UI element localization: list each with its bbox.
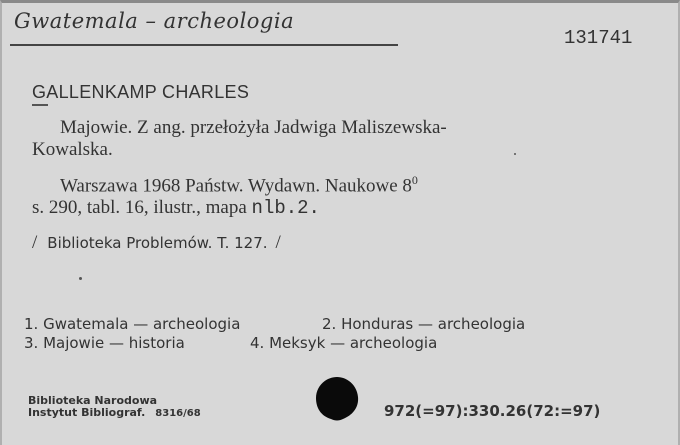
library-name: Biblioteka Narodowa xyxy=(28,394,158,407)
translation-line-2: Kowalska. xyxy=(32,139,113,160)
udc-classification: 972(=97):330.26(72:=97) xyxy=(384,402,601,420)
imprint-nlb: nlb.2. xyxy=(251,197,320,220)
subject-3: 3. Majowie — historia xyxy=(24,334,185,352)
imprint-line-2 xyxy=(32,197,592,219)
handwritten-heading: Gwatemala – archeologia xyxy=(14,9,295,33)
library-institute: Instytut Bibliograf. xyxy=(28,406,146,419)
series-title: Biblioteka Problemów. T. 127. xyxy=(47,234,268,252)
call-number: 131741 xyxy=(564,27,633,49)
author-underline-mark xyxy=(32,104,48,106)
author-name: GALLENKAMP CHARLES xyxy=(32,82,250,102)
paper-speck xyxy=(79,277,82,280)
translation-line-1: Majowie. Z ang. przełożyła Jadwiga Maliszewska- xyxy=(60,117,447,138)
subject-1: 1. Gwatemala — archeologia xyxy=(24,315,241,333)
paper-speck xyxy=(514,153,516,155)
imprint-publisher: Warszawa 1968 Państw. Wydawn. Naukowe 8 xyxy=(60,175,412,197)
subject-2: 2. Honduras — archeologia xyxy=(322,315,526,333)
series-slash-left: / xyxy=(32,232,38,253)
library-stamp xyxy=(28,395,201,420)
punch-hole-icon xyxy=(313,375,361,423)
series-slash-right: / xyxy=(275,232,281,253)
library-code: 8316/68 xyxy=(155,408,201,419)
heading-underline xyxy=(10,44,398,46)
subject-headings xyxy=(24,315,525,353)
imprint-line-1 xyxy=(32,169,592,197)
subject-4: 4. Meksyk — archeologia xyxy=(250,334,438,352)
translation-statement xyxy=(32,117,592,161)
imprint-format-sup: 0 xyxy=(411,173,418,187)
subject-row-1 xyxy=(24,315,525,334)
library-line-2 xyxy=(28,407,201,420)
series-statement xyxy=(32,232,281,254)
subject-row-2 xyxy=(24,334,525,353)
imprint-pagination: s. 290, tabl. 16, ilustr., mapa xyxy=(32,197,252,219)
imprint-statement xyxy=(32,169,592,219)
